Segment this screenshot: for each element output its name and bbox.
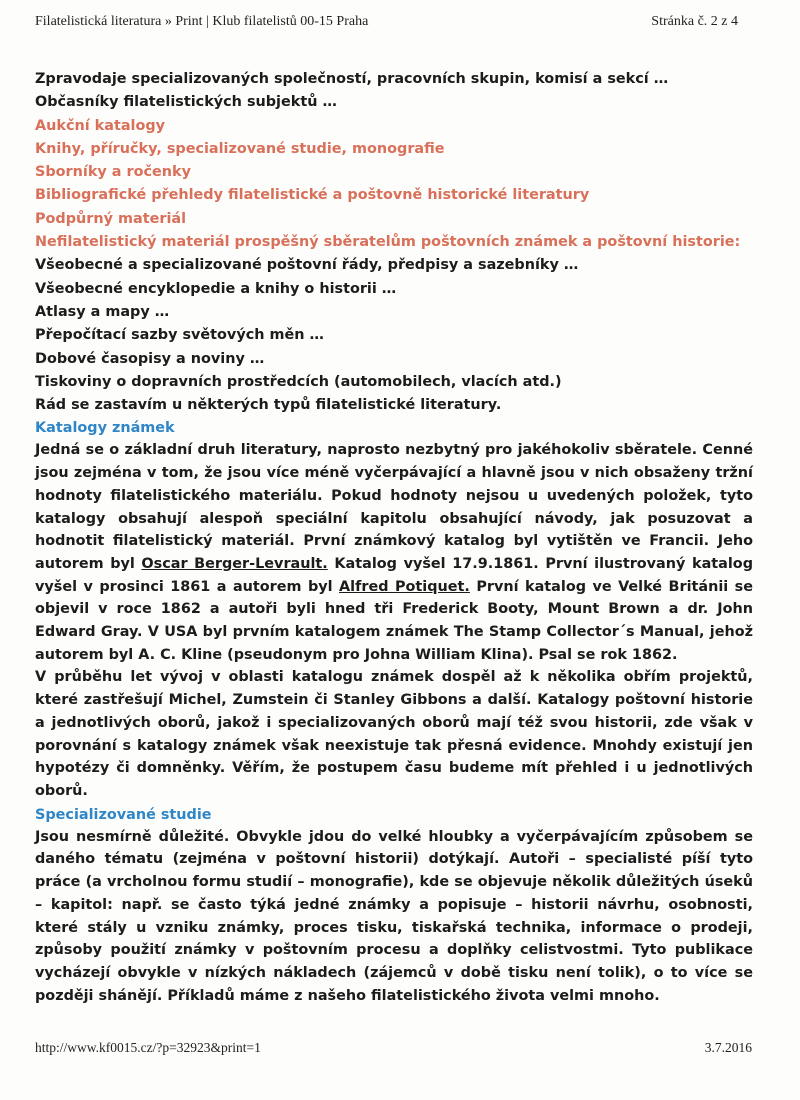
paragraph-catalogs-2: V průběhu let vývoj v oblasti katalogu známek dospěl až k několika obřím projektů, které zastřešují Michel, Zumstein či Stanley Gibbons a další. Katalogy poštovní historie a jednotlivých oborů, jakož i specializovaných oborů mají též svou historii, zde však v porovnání s katalogy známek však neexistuje tak přesná evidence. Mnohdy existují jen hypotézy či domněnky. Věřím, že postupem času budeme mít přehled i u jednotlivých oborů. bbox=[35, 669, 753, 799]
list-item: Dobové časopisy a noviny … bbox=[35, 350, 265, 367]
paragraph-studies-1: Jsou nesmírně důležité. Obvykle jdou do velké hloubky a vyčerpávajícím způsobem se daného tématu (zejména v poštovní historii) dotýkají. Autoři – specialisté píší tyto práce (a vrcholnou formu studií – monografie), kde se objevuje několik důležitých úseků – kapitol: např. se často týká jedné známky a popisuje – historii návrhu, osobnosti, které stály u vzniku známky, proces tisku, tiskařská technika, informace o prodeji, způsoby použití známky v poštovním procesu a doplňky celistvostmi. Tyto publikace vycházejí obvykle v nízkých nákladech (zájemců v době tisku není tolik), o to více se později shánějí. Příkladů máme z našeho filatelistického života velmi mnoho. bbox=[35, 828, 753, 1004]
list-item: Zpravodaje specializovaných společností, pracovních skupin, komisí a sekcí … bbox=[35, 71, 669, 87]
list-item: Všeobecné encyklopedie a knihy o historii … bbox=[35, 280, 397, 297]
paragraph-text: Jedná se o základní druh literatury, naprosto nezbytný pro jakéhokoliv sběratele. Cenné jsou zejména v tom, že jsou více méně vyčerpávající a hlavně jsou v nich obsaženy tržní hodnoty filatelistického materiálu. Pokud hodnoty nejsou u uvedených položek, tyto katalogy obsahují alespoň speciální kapitolu obsahující návody, jak posuzovat a hodnotit filatelistický materiál. První známkový katalog byl vytištěn ve Francii. Jeho autorem byl bbox=[35, 442, 753, 572]
page-header bbox=[35, 14, 738, 30]
list-item: Podpůrný materiál bbox=[35, 210, 187, 227]
paragraph-catalogs-1 bbox=[35, 439, 753, 666]
list-item: Sborníky a ročenky bbox=[35, 164, 191, 181]
list-item: Aukční katalogy bbox=[35, 117, 166, 134]
section-heading-studies: Specializované studie bbox=[35, 806, 212, 823]
list-item: Všeobecné a specializované poštovní řády, předpisy a sazebníky … bbox=[35, 257, 579, 274]
list-item: Občasníky filatelistických subjektů … bbox=[35, 94, 337, 111]
list-item: Tiskoviny o dopravních prostředcích (automobilech, vlacích atd.) bbox=[35, 373, 562, 390]
section-heading-catalogs: Katalogy známek bbox=[35, 420, 175, 437]
paragraph-text: První katalog ve Velké Británii se objevil v roce 1862 a autoři byli hned tři Frederick Booty, Mount Brown a dr. John Edward Gray. V USA byl prvním katalogem známek The Stamp Collector´s Manual, jehož autorem byl A. C. Kline (pseudonym pro Johna William Klina). Psal se rok 1862. bbox=[35, 578, 753, 663]
list-item: Rád se zastavím u některých typů filatelistické literatury. bbox=[35, 397, 502, 414]
link-alfred-potiquet[interactable]: Alfred Potiquet. bbox=[339, 578, 470, 595]
link-oscar-berger-levrault[interactable]: Oscar Berger-Levrault. bbox=[141, 555, 328, 572]
list-item: Nefilatelistický materiál prospěšný sběratelům poštovních známek a poštovní historie: bbox=[35, 234, 741, 251]
list-item: Bibliografické přehledy filatelistické a poštovně historické literatury bbox=[35, 187, 590, 204]
footer-date: 3.7.2016 bbox=[704, 1040, 752, 1055]
list-item: Přepočítací sazby světových měn … bbox=[35, 327, 324, 344]
article-content bbox=[35, 68, 753, 1007]
list-item: Knihy, příručky, specializované studie, monografie bbox=[35, 140, 445, 157]
header-title: Filatelistická literatura » Print | Klub filatelistů 00-15 Praha bbox=[35, 14, 369, 29]
page-number: Stránka č. 2 z 4 bbox=[651, 14, 738, 29]
paragraph-text: Katalog vyšel 17.9.1861. První ilustrovaný katalog vyšel v prosinci 1861 a autorem byl bbox=[35, 555, 753, 595]
literature-type-list bbox=[35, 68, 753, 417]
page-footer bbox=[35, 1040, 752, 1056]
list-item: Atlasy a mapy … bbox=[35, 303, 170, 320]
footer-url[interactable]: http://www.kf0015.cz/?p=32923&print=1 bbox=[35, 1040, 261, 1055]
